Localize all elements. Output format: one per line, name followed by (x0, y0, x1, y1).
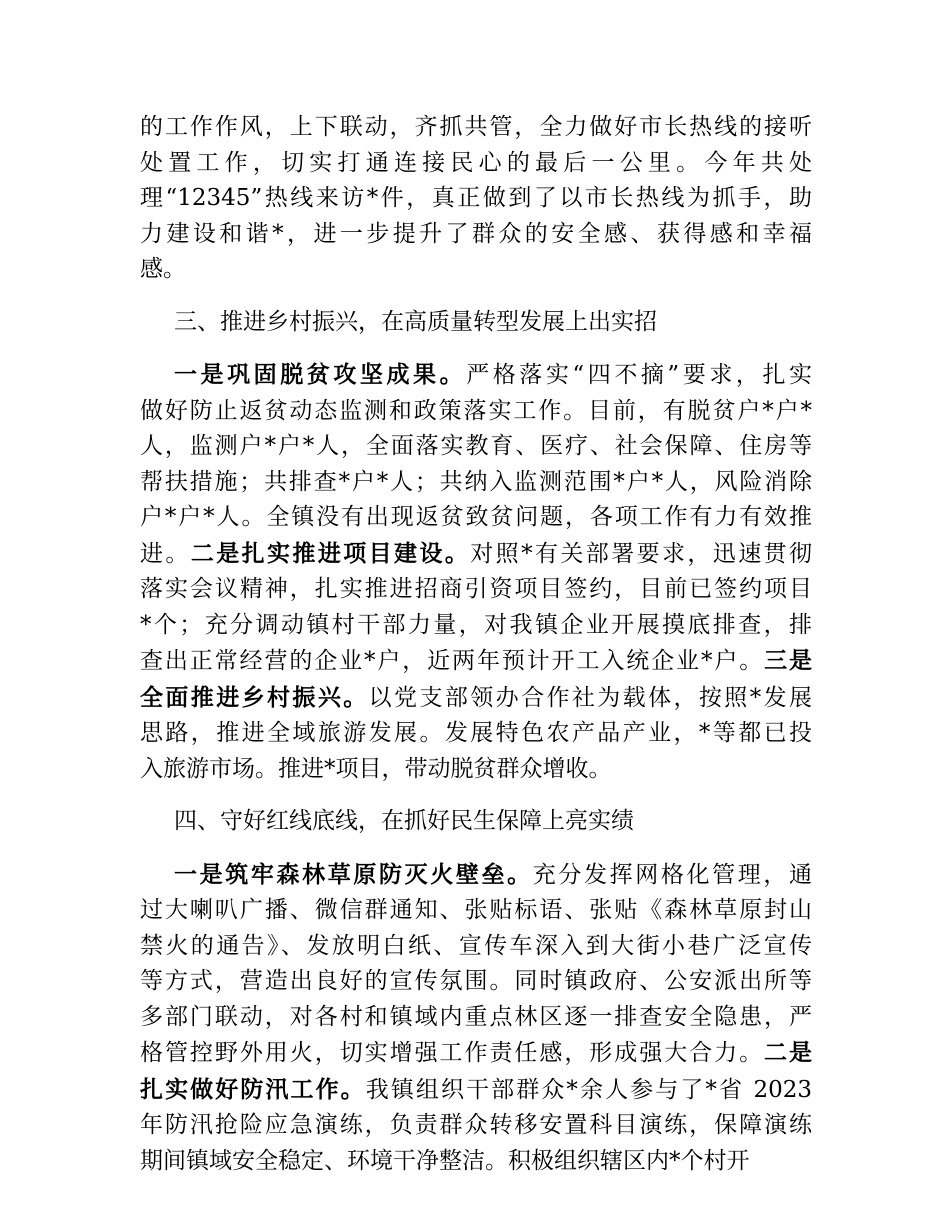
body-text: 充分发挥网格化管理，通 (532, 861, 812, 888)
text-line (140, 536, 812, 573)
body-text: 处置工作，切实打通连接民心的最后一公里。今年共处 (140, 149, 812, 176)
body-text: 力建设和谐*，进一步提升了群众的安全感、获得感和幸福 (140, 220, 812, 247)
body-text: 思路，推进全域旅游发展。发展特色农产品产业，*等都已投 (140, 720, 812, 746)
body-text: 落实会议精神，扎实推进招商引资项目签约，目前已签约项目 (140, 576, 812, 602)
paragraph (140, 857, 812, 1180)
text-line (140, 716, 812, 752)
body-text: 等方式，营造出良好的宣传氛围。同时镇政府、公安派出所等 (140, 968, 812, 994)
body-text: 严格落实“四不摘”要求，扎实 (466, 362, 812, 388)
text-line (140, 752, 812, 788)
body-text: 三、推进乡村振兴，在高质量转型发展上出实招 (174, 308, 657, 335)
bold-lead-text: 二是扎实推进项目建设。 (190, 539, 471, 567)
body-text: 帮扶措施；共排查*户*人；共纳入监测范围*户*人，风险消除 (140, 468, 812, 495)
text-line (140, 680, 812, 717)
body-text: 户*户*人。全镇没有出现返贫致贫问题，各项工作有力有效推 (140, 504, 812, 530)
bold-lead-text: 一是巩固脱贫攻坚成果。 (174, 361, 467, 388)
bold-lead-text: 一是筑牢森林草原防灭火壁垒。 (174, 860, 533, 888)
bold-lead-text: 二是 (764, 1039, 812, 1066)
text-line (140, 465, 812, 501)
body-text: 期间镇域安全稳定、环境干净整洁。积极组织辖区内*个村开 (140, 1147, 750, 1174)
paragraph (140, 110, 812, 288)
body-text: 以党支部领办合作社为载体，按照*发展 (368, 684, 812, 711)
text-line (140, 305, 812, 341)
text-line (140, 643, 812, 680)
text-line (140, 857, 812, 894)
body-text: 入旅游市场。推进*项目，带动脱贫群众增收。 (140, 755, 612, 782)
text-line (140, 1000, 812, 1036)
text-line (140, 804, 812, 840)
body-text: 人，监测户*户*人，全面落实教育、医疗、社会保障、住房等 (140, 433, 812, 459)
text-line (140, 181, 812, 217)
text-line (140, 1108, 812, 1144)
text-line (140, 146, 812, 182)
body-text: 感。 (140, 256, 186, 282)
body-text: *个；充分调动镇村干部力量，对我镇企业开展摸底排查，排 (140, 611, 812, 638)
text-line (140, 357, 812, 394)
body-text: 的工作作风，上下联动，齐抓共管，全力做好市长热线的接听 (140, 114, 812, 140)
body-text: 理“12345”热线来访*件，真正做到了以市长热线为抓手，助 (140, 185, 812, 211)
text-line (140, 217, 812, 253)
text-line (140, 572, 812, 608)
text-line (140, 608, 812, 644)
text-line (140, 1035, 812, 1072)
body-text: 对照*有关部署要求，迅速贯彻 (470, 540, 812, 567)
paragraph (140, 305, 812, 341)
text-line (140, 1144, 812, 1180)
paragraph (140, 357, 812, 787)
body-text: 禁火的通告》、发放明白纸、宣传车深入到大街小巷广泛宣传 (140, 932, 812, 959)
document-body (140, 110, 812, 1179)
text-line (140, 1072, 812, 1109)
body-text: 过大喇叭广播、微信群通知、张贴标语、张贴《森林草原封山 (140, 897, 812, 923)
text-line (140, 394, 812, 430)
bold-lead-text: 扎实做好防汛工作。 (140, 1075, 366, 1103)
text-line (140, 252, 812, 288)
text-line (140, 429, 812, 465)
paragraph (140, 804, 812, 840)
text-line (140, 929, 812, 965)
body-text: 多部门联动，对各村和镇域内重点林区逐一排查安全隐患，严 (140, 1003, 812, 1030)
text-line (140, 893, 812, 929)
body-text: 年防汛抢险应急演练，负责群众转移安置科目演练，保障演练 (140, 1112, 812, 1138)
text-line (140, 500, 812, 536)
bold-lead-text: 全面推进乡村振兴。 (140, 683, 369, 711)
body-text: 格管控野外用火，切实增强工作责任感，形成强大合力。 (140, 1040, 765, 1066)
body-text: 四、守好红线底线，在抓好民生保障上亮实绩 (174, 808, 634, 834)
body-text: 进。 (140, 540, 191, 567)
body-text: 做好防止返贫动态监测和政策落实工作。目前，有脱贫户*户* (140, 397, 812, 424)
text-line (140, 964, 812, 1000)
bold-lead-text: 三是 (764, 647, 812, 674)
body-text: 我镇组织干部群众*余人参与了*省 2023 (365, 1076, 812, 1103)
body-text: 查出正常经营的企业*户，近两年预计开工入统企业*户。 (140, 648, 765, 674)
text-line (140, 110, 812, 146)
